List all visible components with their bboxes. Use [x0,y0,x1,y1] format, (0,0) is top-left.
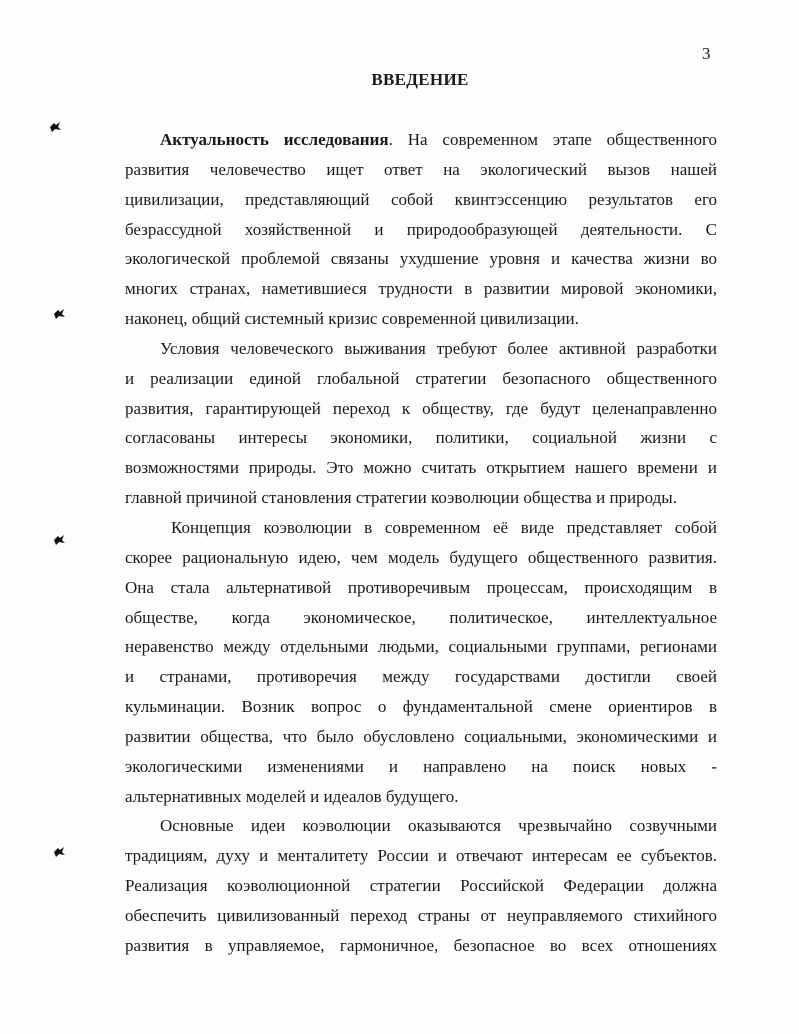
text-line: Реализация коэволюционной стратегии Российской Федерации должна [125,876,717,896]
text-line: развития человечество ищет ответ на экологический вызов нашей [125,159,717,179]
paragraph-4 [125,811,717,960]
text-line: развитии общества, что было обусловлено социальными, экономическими и [125,726,717,746]
text-line: обеспечить цивилизованный переход страны от неуправляемого стихийного [125,905,717,925]
body-text [125,125,717,961]
text-line: экологическими изменениями и направлено на поиск новых - [125,756,717,776]
text-line: обществе, когда экономическое, политическое, интеллектуальное [125,607,717,627]
paragraph-3 [125,513,717,811]
text-line: развития в управляемое, гармоничное, безопасное во всех отношениях [125,935,717,955]
text-line: традициям, духу и менталитету России и отвечают интересам ее субъектов. [125,846,717,866]
paragraph-2 [125,334,717,513]
text-line: возможностями природы. Это можно считать открытием нашего времени и [125,458,717,478]
text-line: безрассудной хозяйственной и природообразующей деятельности. С [125,219,717,239]
text-line: согласованы интересы экономики, политики, социальной жизни с [125,428,717,448]
paragraph-1 [125,125,717,334]
text-line: многих странах, наметившиеся трудности в развитии мировой экономики, [125,279,717,299]
binding-mark-icon [48,120,60,132]
text-line: Основные идеи коэволюции оказываются чрезвычайно созвучными [160,816,717,836]
page-number: 3 [702,44,711,63]
text-line: Она стала альтернативой противоречивым процессам, происходящим в [125,577,717,597]
text-line: альтернативных моделей и идеалов будущего. [125,786,459,806]
text-line: и реализации единой глобальной стратегии безопасного общественного [125,368,717,388]
binding-mark-icon [52,307,64,319]
text-line: скорее рациональную идею, чем модель будущего общественного развития. [125,547,717,567]
text-line: кульминации. Возник вопрос о фундаментальной смене ориентиров в [125,697,717,717]
lead-phrase: Актуальность исследования [160,130,389,149]
text-line: цивилизации, представляющий собой квинтэссенцию результатов его [125,189,717,209]
text-line: неравенство между отдельными людьми, социальными группами, регионами [125,637,717,657]
text-line: развития, гарантирующей переход к обществу, где будут целенаправленно [125,398,717,418]
binding-mark-icon [52,845,64,857]
text-line: Актуальность исследования. На современном этапе общественного [160,130,717,149]
text-line: экологической проблемой связаны ухудшение уровня и качества жизни во [125,249,717,269]
text-line: главной причиной становления стратегии коэволюции общества и природы. [125,488,677,508]
text-line: и странами, противоречия между государствами достигли своей [125,667,717,687]
binding-mark-icon [52,533,64,545]
text-line: Условия человеческого выживания требуют более активной разработки [160,338,717,358]
text-line: Концепция коэволюции в современном её виде представляет собой [171,517,717,537]
section-heading: ВВЕДЕНИЕ [371,70,469,89]
text-line: наконец, общий системный кризис современной цивилизации. [125,309,579,329]
